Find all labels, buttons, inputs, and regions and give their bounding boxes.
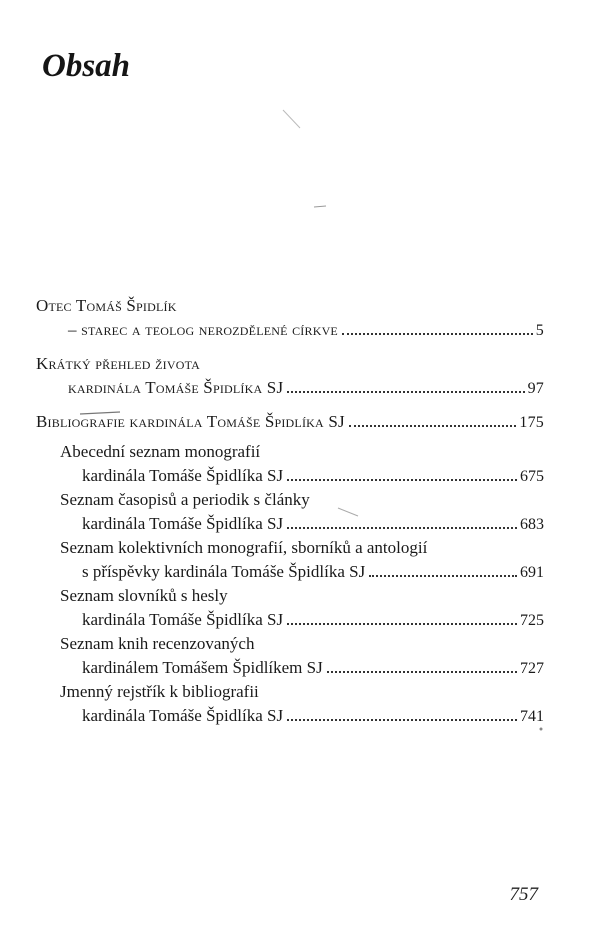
toc-entry-heading	[36, 632, 544, 656]
dot-leader	[287, 623, 517, 625]
toc-subentry-seznam-knih-recenzovanych[interactable]	[36, 632, 544, 680]
dot-leader	[369, 575, 517, 577]
toc-entry-subtitle: kardinála Tomáše Špidlíka SJ	[82, 466, 284, 485]
toc-entry-continuation	[36, 464, 544, 488]
toc-entry-subtitle: kardinála Tomáše Špidlíka SJ	[68, 378, 284, 397]
toc-entry-heading	[36, 680, 544, 704]
dot-leader	[287, 527, 517, 529]
toc-entry-bibliografie[interactable]	[36, 410, 544, 434]
toc-entry-heading	[36, 410, 544, 434]
toc-entry-title: Jmenný rejstřík k bibliografii	[60, 682, 259, 701]
page-title: Obsah	[42, 48, 131, 84]
toc-page-number: 675	[520, 468, 544, 485]
dot-leader	[287, 719, 517, 721]
toc-entry-heading	[36, 536, 544, 560]
table-of-contents	[36, 294, 544, 728]
toc-subentry-seznam-slovniku[interactable]	[36, 584, 544, 632]
toc-entry-subtitle: kardinálem Tomášem Špidlíkem SJ	[82, 658, 323, 677]
toc-entry-heading	[36, 440, 544, 464]
toc-subentry-kolektivni-monografie[interactable]	[36, 536, 544, 584]
toc-page-number: 5	[535, 322, 544, 339]
toc-page-number: 175	[519, 414, 544, 431]
toc-entry-otec-tomas-spidlik[interactable]	[36, 294, 544, 342]
toc-entry-title: Seznam časopisů a periodik s články	[60, 490, 310, 509]
toc-entry-continuation	[36, 608, 544, 632]
dot-leader	[327, 671, 517, 673]
toc-entry-kratky-prehled[interactable]	[36, 352, 544, 400]
toc-entry-continuation	[36, 704, 544, 728]
toc-page-number: 683	[520, 516, 544, 533]
dot-leader	[342, 333, 533, 335]
toc-page-number: 725	[520, 612, 544, 629]
toc-page-number: 97	[527, 380, 544, 397]
toc-entry-title: Seznam slovníků s hesly	[60, 586, 228, 605]
toc-entry-title: Bibliografie kardinála Tomáše Špidlíka SJ	[36, 412, 345, 431]
toc-entry-subtitle: – starec a teolog nerozdělené církve	[68, 320, 338, 339]
toc-entry-subtitle: kardinála Tomáše Špidlíka SJ	[82, 514, 284, 533]
toc-entry-subtitle: kardinála Tomáše Špidlíka SJ	[82, 706, 284, 725]
dot-leader	[287, 479, 517, 481]
dot-leader	[349, 425, 517, 427]
toc-page-number: 741	[520, 708, 544, 725]
toc-entry-continuation	[36, 376, 544, 400]
toc-subentry-abecedni-seznam[interactable]	[36, 440, 544, 488]
toc-entry-heading	[36, 352, 544, 376]
toc-subentry-seznam-casopisu[interactable]	[36, 488, 544, 536]
toc-entry-heading	[36, 488, 544, 512]
toc-page-number: 727	[520, 660, 544, 677]
toc-entry-heading	[36, 294, 544, 318]
toc-entry-continuation	[36, 512, 544, 536]
toc-entry-continuation	[36, 318, 544, 342]
toc-entry-continuation	[36, 656, 544, 680]
toc-entry-subtitle: s příspěvky kardinála Tomáše Špidlíka SJ	[82, 562, 366, 581]
page-number: 757	[509, 884, 538, 905]
toc-entry-subtitle: kardinála Tomáše Špidlíka SJ	[82, 610, 284, 629]
toc-entry-title: Seznam kolektivních monografií, sborníků a antologií	[60, 538, 428, 557]
toc-page-number: 691	[520, 564, 544, 581]
dot-leader	[287, 391, 524, 393]
toc-entry-heading	[36, 584, 544, 608]
toc-entry-title: Seznam knih recenzovaných	[60, 634, 255, 653]
toc-entry-title: Krátký přehled života	[36, 354, 201, 373]
toc-entry-title: Abecední seznam monografií	[60, 442, 261, 461]
toc-subentry-jmenny-rejstrik[interactable]	[36, 680, 544, 728]
toc-entry-title: Otec Tomáš Špidlík	[36, 296, 177, 315]
toc-entry-continuation	[36, 560, 544, 584]
